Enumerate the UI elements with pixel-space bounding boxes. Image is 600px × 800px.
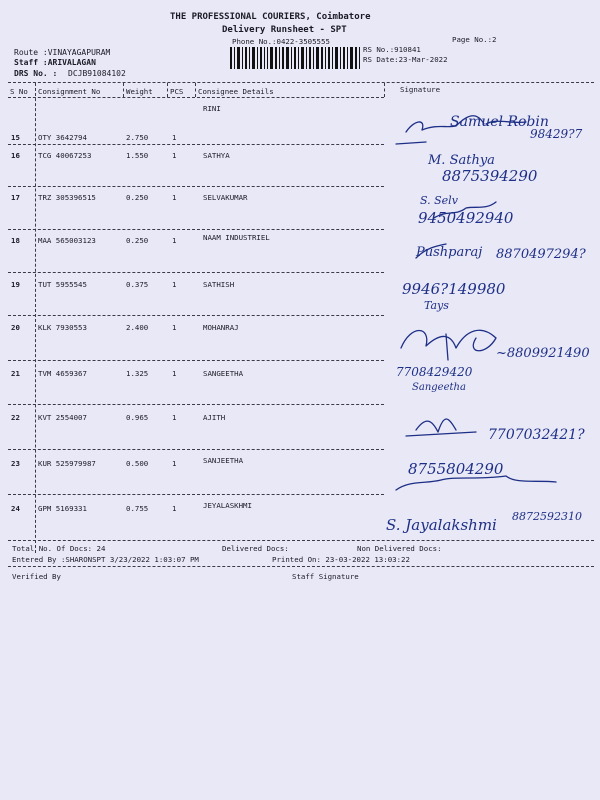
row-consignee: SANJEETHA [203, 456, 244, 465]
signature-text [420, 110, 595, 144]
signature-text [400, 278, 550, 314]
table-top-rule [8, 82, 594, 83]
signature-row-22 [488, 422, 600, 446]
row-divider [8, 186, 384, 187]
signature-phone: 7707032421? [488, 427, 585, 443]
row-weight: 0.375 [126, 280, 149, 289]
total-docs: Total No. Of Docs: 24 [12, 544, 106, 553]
signature-text [396, 362, 516, 400]
signature-phone: 9946?149980 [402, 280, 506, 298]
barcode-graphic [230, 47, 360, 69]
row-consignment: TVM 4659367 [38, 369, 87, 378]
row-pcs: 1 [172, 459, 177, 468]
signature-row-15 [420, 110, 595, 144]
row-weight: 0.965 [126, 413, 149, 422]
row-weight: 2.750 [126, 133, 149, 142]
row-sno: 19 [11, 280, 20, 289]
rs-date: RS Date:23-Mar-2022 [363, 55, 448, 64]
row-pcs: 1 [172, 236, 177, 245]
signature-text [488, 422, 600, 446]
row-sno: 23 [11, 459, 20, 468]
col-pcs: PCS [170, 87, 184, 96]
signature-phone: 98429?7 [530, 127, 583, 141]
signature-row-21 [396, 362, 516, 400]
row-consignee: RINI [203, 104, 221, 113]
signature-phone: 9450492940 [418, 209, 514, 227]
row-pcs: 1 [172, 369, 177, 378]
non-delivered-docs: Non Delivered Docs: [357, 544, 442, 553]
signature-name: Pushparaj [416, 245, 483, 260]
row-sno: 21 [11, 369, 20, 378]
row-consignment: MAA 565003123 [38, 236, 96, 245]
column-divider [384, 83, 385, 97]
signature-text [386, 500, 598, 536]
row-consignment: KUR 525979987 [38, 459, 96, 468]
row-sno: 20 [11, 323, 20, 332]
col-signature: Signature [400, 85, 441, 94]
signature-name: S. Jayalakshmi [386, 516, 497, 534]
delivered-docs: Delivered Docs: [222, 544, 289, 553]
row-consignee: SATHISH [203, 280, 235, 289]
row-weight: 1.325 [126, 369, 149, 378]
signature-text [406, 456, 556, 480]
staff-name: Staff :ARIVALAGAN [14, 58, 96, 67]
page-number: Page No.:2 [452, 35, 497, 44]
row-consignee: JEYALASKHMI [203, 501, 252, 510]
row-divider [8, 494, 384, 495]
row-divider [8, 315, 384, 316]
signature-phone: 8870497294? [496, 247, 586, 262]
signature-stroke [406, 419, 476, 436]
row-sno: 22 [11, 413, 20, 422]
row-consignee: SATHYA [203, 151, 230, 160]
signature-name: Sangeetha [412, 382, 466, 393]
row-consignment: TCG 40067253 [38, 151, 92, 160]
signature-row-19 [400, 278, 550, 314]
signature-row-23 [406, 456, 556, 480]
row-sno: 17 [11, 193, 20, 202]
column-divider [195, 83, 196, 97]
signature-row-20 [496, 342, 596, 362]
table-bottom-rule [8, 540, 594, 541]
signature-stroke [401, 330, 496, 360]
col-weight: Weight [126, 87, 153, 96]
row-pcs: 1 [172, 151, 177, 160]
row-consignment: GPM 5169331 [38, 504, 87, 513]
row-divider [8, 404, 384, 405]
row-weight: 1.550 [126, 151, 149, 160]
signature-text [400, 190, 550, 228]
col-sno: S No [10, 87, 28, 96]
entered-by: Entered By :SHARONSPT 3/23/2022 1:03:07 PM [12, 555, 199, 564]
printed-on: Printed On: 23-03-2022 13:03:22 [272, 555, 410, 564]
row-divider [8, 449, 384, 450]
row-consignment: OTY 3642794 [38, 133, 87, 142]
row-consignee: NAAM INDUSTRIEL [203, 233, 270, 242]
signature-text [410, 148, 590, 186]
row-pcs: 1 [172, 504, 177, 513]
signature-phone: 8755804290 [408, 460, 504, 478]
row-pcs: 1 [172, 280, 177, 289]
row-weight: 2.400 [126, 323, 149, 332]
row-weight: 0.500 [126, 459, 149, 468]
signature-row-17 [400, 190, 550, 228]
row-consignment: KLK 7930553 [38, 323, 87, 332]
verified-by: Verified By [12, 572, 61, 581]
row-divider [8, 272, 384, 273]
column-divider [123, 83, 124, 97]
signature-phone: 8872592310 [512, 510, 582, 523]
signature-phone: ~8809921490 [496, 346, 590, 361]
signature-name: Tays [424, 299, 449, 312]
signature-row-18 [400, 234, 600, 272]
row-sno: 16 [11, 151, 20, 160]
row-consignee: MOHANRAJ [203, 323, 239, 332]
signature-name: Samuel Robin [450, 114, 549, 130]
drs-number: DCJB91084102 [68, 69, 126, 78]
row-sno: 24 [11, 504, 20, 513]
row-consignment: KVT 2554007 [38, 413, 87, 422]
signature-name: S. Selv [420, 194, 458, 207]
row-pcs: 1 [172, 323, 177, 332]
signature-text [496, 342, 596, 362]
phone-number: Phone No.:0422-3505555 [232, 37, 330, 46]
drs-label: DRS No. : [14, 69, 58, 78]
signature-text [400, 234, 600, 272]
rs-number: RS No.:910841 [363, 45, 421, 54]
row-consignee: AJITH [203, 413, 226, 422]
row-consignment: TRZ 305396515 [38, 193, 96, 202]
signature-name: M. Sathya [428, 153, 495, 168]
row-weight: 0.250 [126, 236, 149, 245]
row-sno: 18 [11, 236, 20, 245]
row-consignee: SELVAKUMAR [203, 193, 248, 202]
route: Route :VINAYAGAPURAM [14, 48, 111, 57]
column-divider [167, 83, 168, 97]
barcode [230, 47, 360, 69]
row-consignment: TUT 5955545 [38, 280, 87, 289]
footer-rule [8, 566, 594, 567]
row-consignee: SANGEETHA [203, 369, 244, 378]
row-weight: 0.250 [126, 193, 149, 202]
row-divider [8, 144, 384, 145]
row-pcs: 1 [172, 133, 177, 142]
signature-phone: 7708429420 [396, 365, 473, 379]
col-consignee: Consignee Details [198, 87, 274, 96]
row-weight: 0.755 [126, 504, 149, 513]
row-pcs: 1 [172, 413, 177, 422]
row-divider [8, 360, 384, 361]
row-divider [8, 229, 384, 230]
company-name: THE PROFESSIONAL COURIERS, Coimbatore [170, 12, 371, 22]
col-consignment: Consignment No [38, 87, 101, 96]
signature-phone: 8875394290 [442, 167, 538, 185]
row-pcs: 1 [172, 193, 177, 202]
sheet-title: Delivery Runsheet - SPT [222, 25, 347, 35]
signature-row-24 [386, 500, 598, 536]
row-sno: 15 [11, 133, 20, 142]
table-header-rule [8, 97, 384, 98]
signature-row-16 [410, 148, 590, 186]
staff-signature: Staff Signature [292, 572, 359, 581]
